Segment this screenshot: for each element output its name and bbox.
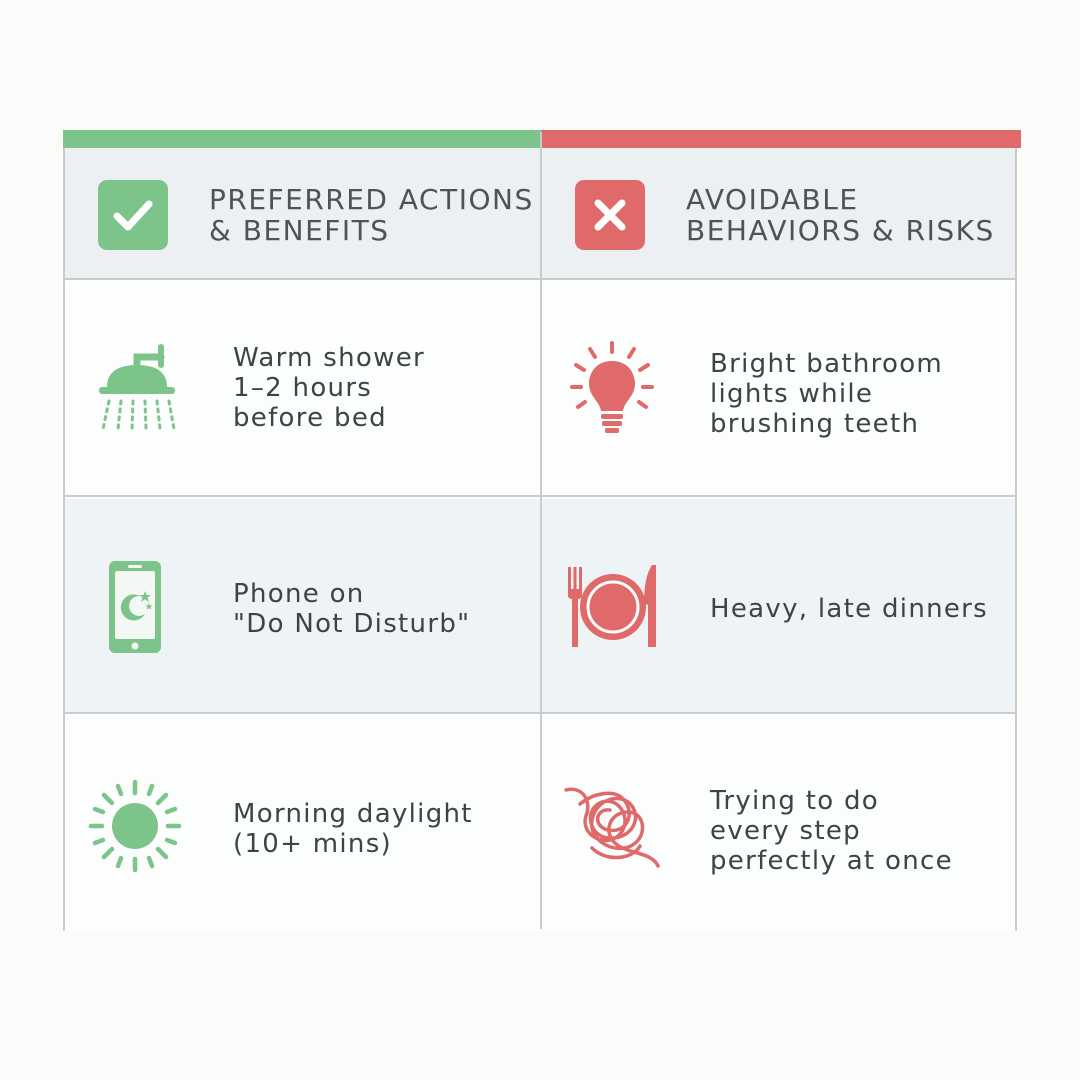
- text-line: every step: [710, 816, 861, 846]
- text-line: Bright bathroom: [710, 349, 944, 379]
- text-line: Phone on: [233, 579, 365, 609]
- plate-cutlery-icon: [562, 557, 662, 657]
- avoidable-item-text: [710, 594, 988, 624]
- avoidable-item-text: [710, 349, 943, 439]
- preferred-header-line2: & BENEFITS: [209, 214, 390, 247]
- sun-icon: [85, 776, 185, 876]
- preferred-cell: [65, 282, 540, 495]
- phone-moon-icon: [85, 557, 185, 657]
- comparison-table: [63, 130, 1017, 931]
- text-line: lights while: [710, 379, 874, 409]
- x-mark-icon: [575, 180, 645, 250]
- preferred-item-text: [233, 579, 470, 639]
- text-line: Warm shower: [233, 343, 425, 373]
- avoidable-item-text: [710, 786, 953, 876]
- text-line: before bed: [233, 403, 387, 433]
- avoidable-header-title: [686, 184, 995, 246]
- preferred-item-text: [233, 799, 473, 859]
- preferred-item-text: [233, 343, 425, 433]
- preferred-cell: [65, 499, 540, 712]
- avoidable-cell: [542, 499, 1015, 712]
- text-line: Trying to do: [710, 786, 879, 816]
- preferred-header: [65, 148, 540, 278]
- text-line: Heavy, late dinners: [710, 594, 989, 624]
- text-line: Morning daylight: [233, 799, 473, 829]
- avoidable-cell: [542, 282, 1015, 495]
- avoidable-header: [542, 148, 1015, 278]
- avoidable-header-line1: AVOIDABLE: [686, 183, 859, 216]
- light-bulb-icon: [562, 339, 662, 439]
- preferred-header-title: [209, 184, 534, 246]
- avoidable-color-bar: [541, 130, 1021, 148]
- text-line: "Do Not Disturb": [233, 609, 471, 639]
- avoidable-cell: [542, 716, 1015, 931]
- column-divider: [540, 132, 542, 929]
- preferred-cell: [65, 716, 540, 931]
- text-line: (10+ mins): [233, 829, 392, 859]
- shower-icon: [85, 339, 185, 439]
- preferred-color-bar: [63, 130, 541, 148]
- text-line: brushing teeth: [710, 409, 920, 439]
- avoidable-header-line2: BEHAVIORS & RISKS: [686, 214, 995, 247]
- text-line: perfectly at once: [710, 846, 953, 876]
- tangled-scribble-icon: [562, 776, 662, 876]
- text-line: 1–2 hours: [233, 373, 373, 403]
- preferred-header-line1: PREFERRED ACTIONS: [209, 183, 534, 216]
- checkmark-icon: [98, 180, 168, 250]
